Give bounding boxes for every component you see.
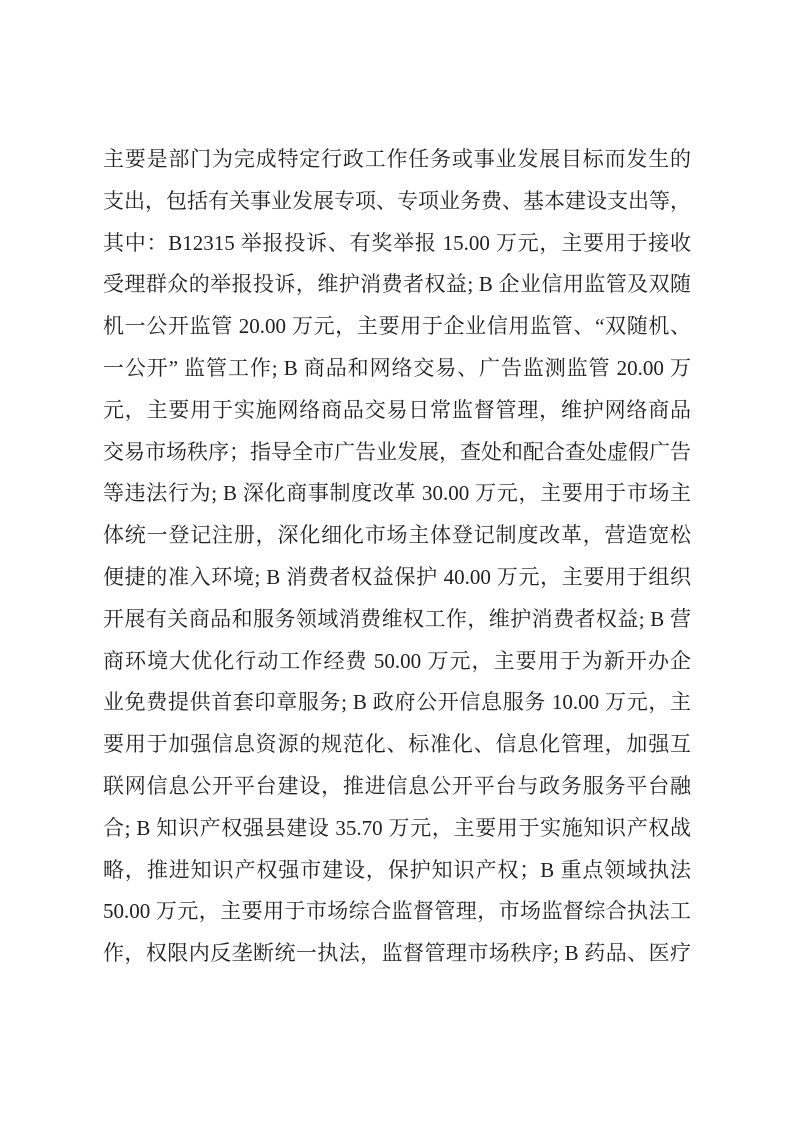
text-line: 业免费提供首套印章服务; B 政府公开信息服务 10.00 万元，主 (103, 690, 691, 715)
text-line: 合; B 知识产权强县建设 35.70 万元，主要用于实施知识产权战 (103, 815, 691, 840)
text-line: 交易市场秩序；指导全市广告业发展，查处和配合查处虚假广告 (103, 439, 691, 464)
text-line: 便捷的准入环境; B 消费者权益保护 40.00 万元，主要用于组织 (103, 564, 691, 589)
text-line: 支出，包括有关事业发展专项、专项业务费、基本建设支出等， (103, 188, 691, 213)
text-line: 机一公开监管 20.00 万元，主要用于企业信用监管、“双随机、 (103, 314, 691, 339)
text-line: 要用于加强信息资源的规范化、标准化、信息化管理，加强互 (103, 732, 691, 757)
text-line: 一公开” 监管工作; B 商品和网络交易、广告监测监管 20.00 万 (103, 355, 691, 380)
text-line: 50.00 万元，主要用于市场综合监督管理，市场监督综合执法工 (103, 899, 691, 924)
text-line: 元，主要用于实施网络商品交易日常监督管理，维护网络商品 (103, 397, 691, 422)
text-line: 受理群众的举报投诉，维护消费者权益; B 企业信用监管及双随 (103, 272, 691, 297)
text-line: 联网信息公开平台建设，推进信息公开平台与政务服务平台融 (103, 773, 691, 798)
text-line: 作，权限内反垄断统一执法，监督管理市场秩序; B 药品、医疗 (103, 941, 691, 966)
text-line: 开展有关商品和服务领域消费维权工作，维护消费者权益; B 营 (103, 606, 691, 631)
text-line: 等违法行为; B 深化商事制度改革 30.00 万元，主要用于市场主 (103, 481, 691, 506)
text-line: 商环境大优化行动工作经费 50.00 万元，主要用于为新开办企 (103, 648, 691, 673)
text-line: 略，推进知识产权强市建设，保护知识产权；B 重点领域执法 (103, 857, 691, 882)
text-line: 主要是部门为完成特定行政工作任务或事业发展目标而发生的 (103, 147, 691, 171)
body-text (103, 139, 691, 975)
text-line: 其中：B12315 举报投诉、有奖举报 15.00 万元，主要用于接收 (103, 230, 691, 255)
text-line: 体统一登记注册，深化细化市场主体登记制度改革，营造宽松 (103, 523, 691, 548)
